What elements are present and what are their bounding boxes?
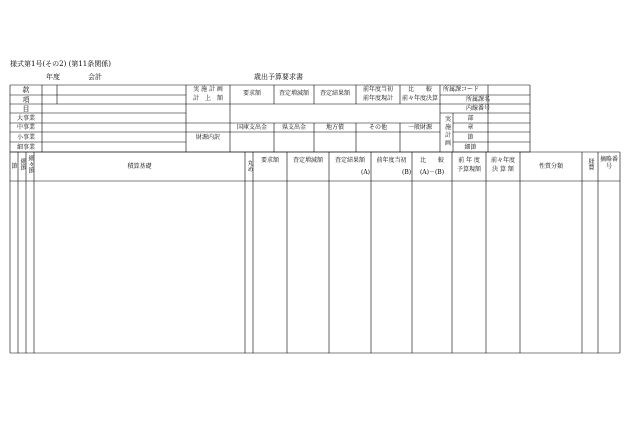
col-request: 要求額 [260, 157, 279, 164]
org-sho: 章 [467, 124, 474, 131]
dept-code-label: 所属課コード [443, 86, 480, 93]
col-maru: 丸め [246, 160, 253, 172]
col-abbr-number: 摘略番号 [600, 156, 619, 170]
row-label-kou: 項 [22, 96, 30, 104]
assessed-change-header: 査定増減額 [278, 90, 309, 97]
row-label-kan: 款 [22, 86, 30, 94]
jissi-char-2: 施 [444, 124, 451, 131]
jissi-char-4: 画 [444, 140, 451, 147]
col-prev-prev-line1: 前々年度 [490, 157, 515, 164]
org-setsu: 節 [467, 134, 474, 141]
dept-name-label: 所属課名 [466, 96, 491, 103]
account-label: 会計 [88, 73, 102, 81]
col-prev-prev-line2: 決 算 額 [492, 166, 514, 173]
col-prev-budget-line1: 前 年 度 [458, 157, 480, 164]
row-label-sho-jigyo: 小事業 [16, 134, 35, 141]
col-prev-initial-tag: (B) [402, 169, 412, 176]
col-basis: 積算基礎 [127, 163, 152, 170]
source-prefectural: 県支出金 [281, 124, 306, 131]
col-assessed-result-tag: (A) [361, 169, 371, 176]
row-label-moku: 目 [22, 105, 30, 113]
source-other: その他 [368, 124, 387, 131]
row-label-chu-jigyo: 中事業 [16, 124, 35, 131]
prev-current-header: 前年度現計 [362, 95, 393, 102]
col-compare: 比 較 [419, 157, 444, 164]
col-prev-initial: 前年度当初 [376, 157, 407, 164]
extension-label: 内線番号 [466, 105, 491, 112]
row-label-dai-jigyo: 大事業 [16, 115, 35, 122]
request-amount-header: 要求額 [242, 90, 261, 97]
prev-initial-header: 前年度当初 [362, 86, 393, 93]
org-saisetsu: 細節 [464, 144, 477, 151]
compare-header: 比 較 [407, 86, 432, 93]
col-assessed-change: 査定増減額 [292, 157, 323, 164]
row-label-sai-jigyo: 細事業 [16, 144, 35, 151]
col-prev-budget-line2: 予算現額 [456, 166, 481, 173]
jissi-char-3: 計 [444, 132, 451, 139]
jissi-char-1: 実 [444, 116, 451, 123]
col-expense: 経費 [587, 158, 594, 170]
form-number: 様式第1号(その2) (第11条関係) [10, 60, 111, 68]
col-saisaimoku: 細々節 [27, 155, 34, 173]
compare-sub-header: 前々年度決算 [401, 95, 438, 102]
source-national: 国庫支出金 [236, 124, 267, 131]
plan-amount-line1: 実 施 計 画 [193, 86, 223, 93]
document-title: 歳出予算要求書 [254, 73, 303, 81]
col-setsu: 節 [11, 163, 18, 170]
source-breakdown-label: 財源内訳 [195, 134, 220, 141]
col-nature: 性質分類 [538, 163, 563, 170]
source-general: 一般財源 [407, 124, 432, 131]
org-bu: 部 [467, 115, 474, 122]
col-saimoku: 細節 [19, 158, 26, 170]
source-local-bond: 地方債 [325, 124, 344, 131]
col-assessed-result: 査定結果額 [334, 157, 365, 164]
fiscal-year-label: 年度 [46, 73, 60, 81]
main-table-grid [10, 152, 620, 353]
assessed-result-header: 査定結果額 [319, 90, 350, 97]
col-compare-formula: (A)－(B) [419, 169, 445, 176]
plan-amount-line2: 計 上 額 [192, 95, 223, 102]
